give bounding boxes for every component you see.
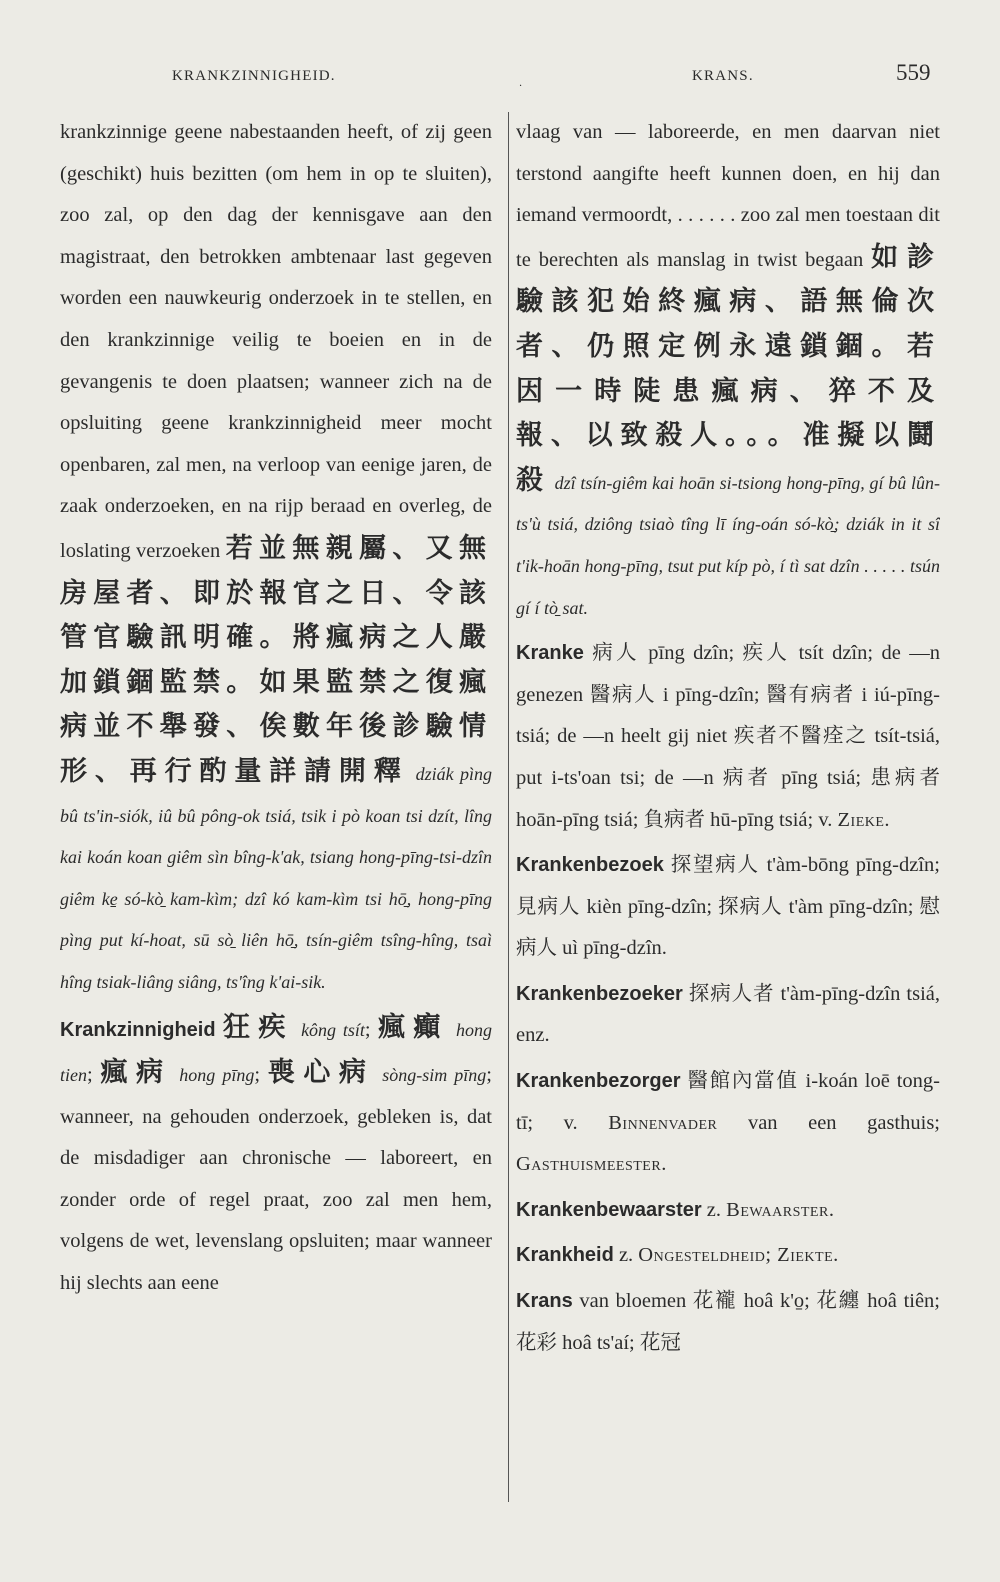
chinese-term: 狂疾	[223, 1012, 294, 1044]
page-header	[0, 56, 1000, 96]
chinese-term: 喪心病	[267, 1057, 375, 1089]
column-divider	[508, 112, 509, 1502]
left-column	[60, 112, 492, 1512]
entry-krankheid	[516, 1235, 940, 1277]
headword: Krankzinnigheid	[60, 1019, 216, 1042]
headword: Kranke	[516, 642, 584, 665]
headword: Krankheid	[516, 1244, 614, 1267]
cross-reference: Bewaarster.	[726, 1198, 835, 1221]
entry-krankenbezoek	[516, 845, 940, 970]
entry-body: 病人 pīng dzîn; 疾人 tsít dzîn; de —n genezen 醫病人 i pīng-dzîn; 醫有病者 i iú-pīng-tsiá; de —n heelt gij niet 疾者不醫痊之 tsít-tsiá, put i-ts'oan tsi; de —n 病者 pīng tsiá; 患病者 hoān-pīng tsiá; 負病者 hū-pīng tsiá; v.	[516, 642, 940, 831]
entry-kranke	[516, 633, 940, 841]
left-running-head: KRANKZINNIGHEID.	[172, 68, 336, 84]
chinese-term: 瘋病	[100, 1057, 172, 1089]
entry-krankenbezoeker	[516, 974, 940, 1057]
headword: Krankenbezoek	[516, 854, 664, 877]
entry-continuation	[60, 112, 492, 1003]
dutch-text: wanneer, na gehouden onderzoek, gebleken is, dat de misdadiger aan chronische — laboreert, en zonder orde of regel praat, zoo zal men hem, volgens de wet, levenslang opsluiten; maar wanneer hij slechts aan eene	[60, 1105, 492, 1295]
headword: Krankenbewaarster	[516, 1198, 702, 1221]
chinese-text: 若並無親屬、又無房屋者、即於報官之日、令該管官驗訊明確。將瘋病之人嚴加鎖錮監禁。如果監禁之復瘋病並不舉發、俟數年後診驗情形、再行酌量詳請開釋	[60, 532, 492, 787]
right-running-head: KRANS.	[692, 68, 754, 84]
entry-body: 醫館內當值 i-koán loē tong-tī; v.	[516, 1070, 940, 1134]
entry-krankenbezorger	[516, 1061, 940, 1186]
romanization: hong pīng	[179, 1065, 255, 1086]
entry-body: z.	[618, 1244, 634, 1267]
entry-continuation	[516, 112, 940, 629]
romanization: sòng-sim pīng	[382, 1065, 487, 1086]
entry-body: 探病人者 t'àm-pīng-dzîn tsiá, enz.	[516, 982, 940, 1047]
page-number: 559	[896, 60, 931, 85]
entry-body: van bloemen 花襱 hoâ k'o̱; 花纏 hoâ tiên; 花彩 hoâ ts'aí; 花冠	[516, 1290, 940, 1354]
dutch-text: krankzinnige geene nabestaanden heeft, of zij geen (geschikt) huis bezitten (om hem in op te sluiten), zoo zal, op den dag der kennisgave aan den magistraat, den betrokken ambtenaar last gegeven worden een nauwkeurig onderzoek in te stellen, en den krankzinnige veilig te boeien en in de gevangenis te doen plaatsen; wanneer zich na de opsluiting geene krankzinnigheid meer mocht openbaren, zal men, na verloop van eenige jaren, de zaak onderzoeken, en na rijp beraad en overleg, de loslating verzoeken	[60, 121, 492, 562]
romanization: hong tien	[60, 1020, 492, 1086]
dutch-text: vlaag van — laboreerde, en men daarvan niet terstond aangifte heeft kunnen doen, en hij dan iemand vermoordt, . . . . . . zoo zal men toestaan dit te berechten als manslag in twist begaan	[516, 121, 940, 271]
header-mark: ·	[519, 81, 523, 92]
cross-reference: Ongesteldheid; Ziekte.	[638, 1244, 839, 1267]
headword: Krans	[516, 1290, 573, 1313]
entry-krans	[516, 1281, 940, 1364]
entry-body: van een gasthuis;	[747, 1111, 940, 1134]
romanization: dzî tsín-giêm kai hoān si-tsiong hong-pīng, gí bû lûn-ts'ù tsiá, dziông tsiaò tîng lī íng-oán só-kò̱; dziák in it sî t'ik-hoān hong-pīng, tsut put kíp pò, í tì sat dzîn . . . . . tsún gí í tò̱ sat.	[516, 472, 940, 618]
entry-krankenbewaarster	[516, 1190, 940, 1232]
chinese-term: 瘋癲	[378, 1012, 449, 1044]
entry-krankzinnigheid: Krankzinnigheid 狂疾 kông tsít; 瘋癲 hong tien; 瘋病 hong pīng; 喪心病 sòng-sim pīng; wanneer, na gehouden onderzoek, gebleken is, dat de misdadiger aan chronische — laboreert, en zonder orde of regel praat, zoo zal men hem, volgens de wet, levenslang opsluiten; maar wanneer hij slechts aan eene	[60, 1012, 492, 1295]
romanization: dziák pìng bû ts'in-siók, iû bû pông-ok tsiá, tsik i pò koan tsi dzít, lîng kai koán koan giêm sìn bîng-k'ak, tsiang hong-pīng-tsi-dzîn giêm ke̱ só-kò̱ kam-kìm; dzî kó kam-kìm tsi hō̱, hong-pīng pìng put kí-hoat, sū sò̱ liên hō̱, tsín-giêm tsîng-hîng, tsaì hîng tsiak-liâng siâng, ts'îng k'ai-sik.	[60, 763, 492, 992]
romanization: kông tsít	[301, 1020, 365, 1041]
headword: Krankenbezoeker	[516, 982, 683, 1005]
cross-reference: Gasthuismeester.	[516, 1153, 667, 1176]
cross-reference: Zieke.	[837, 808, 891, 831]
cross-reference: Binnenvader	[608, 1111, 718, 1134]
right-column	[516, 112, 940, 1512]
entry-body: 探望病人 t'àm-bōng pīng-dzîn; 見病人 kièn pīng-dzîn; 探病人 t'àm pīng-dzîn; 慰病人 uì pīng-dzîn.	[516, 854, 940, 960]
entry-body: z.	[706, 1198, 722, 1221]
chinese-text: 如診驗該犯始終瘋病、語無倫次者、仍照定例永遠鎖錮。若因一時陡患瘋病、猝不及報、以致殺人。。。准擬以鬪殺	[516, 241, 940, 496]
headword: Krankenbezorger	[516, 1070, 681, 1093]
